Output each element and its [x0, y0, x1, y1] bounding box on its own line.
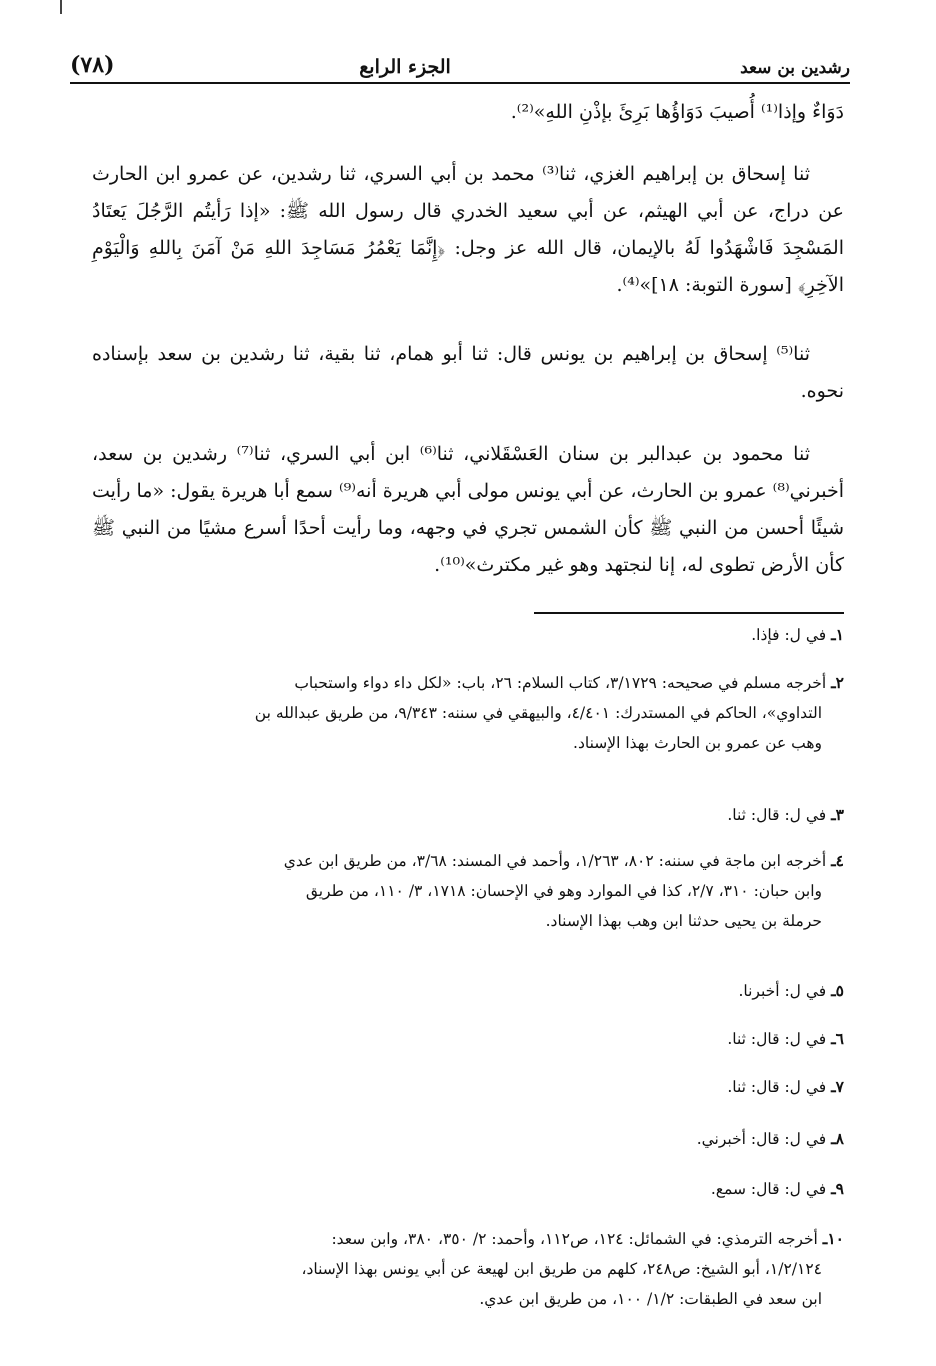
page-number: (٧٨) — [70, 52, 115, 78]
footnote: ٩ـ في ل: قال: سمع. — [710, 1179, 844, 1198]
footnote: ٤ـ أخرجه ابن ماجة في سننه: ٨٠٢، ١/٢٦٣، وأحمد في المسند: ٣/٦٨، من طريق ابن عدي وابن حبان: ٣١٠، ٢/٧، كذا في الموارد وهو في الإحسان: ١٧١٨، ٣/ ١١٠، من طريق حرملة بن يحيى حدثنا ابن وهب بهذا الإسناد. — [283, 851, 844, 930]
running-title: رشدين بن سعد — [740, 58, 850, 78]
header-rule — [70, 82, 850, 84]
footnote: ٨ـ في ل: قال: أخبرني. — [696, 1129, 844, 1148]
body-paragraph: ثنا إسحاق بن إبراهيم الغزي، ثنا⁽³⁾ محمد بن أبي السري، ثنا رشدين، عن عمرو ابن الحارث عن دراج، عن أبي الهيثم، عن أبي سعيد الخدري قال رسول الله ﷺ: «إذا رَأيتُم الرَّجُلَ يَعتَادُ المَسْجِدَ فَاشْهَدُوا لَهُ بالإيمان، قال الله عز وجل: ﴿إِنَّمَا يَعْمُرُ مَسَاجِدَ اللهِ مَنْ آمَنَ بِاللهِ وَالْيَوْمِ الآخِرِ﴾ [سورة التوبة: ١٨]»⁽⁴⁾. — [92, 163, 844, 296]
book-part: الجزء الرابع — [359, 56, 451, 78]
footnote: ١ـ في ل: فإذا. — [751, 625, 844, 644]
footnote: ٥ـ في ل: أخبرنا. — [738, 981, 844, 1000]
body-paragraph: ثنا محمود بن عبدالبر بن سنان العَسْقَلاني، ثنا⁽⁶⁾ ابن أبي السري، ثنا⁽⁷⁾ رشدين بن سعد، أخبرني⁽⁸⁾ عمرو بن الحارث، عن أبي يونس مولى أبي هريرة أنه⁽⁹⁾ سمع أبا هريرة يقول: «ما رأيت شيئًا أحسن من النبي ﷺ كأن الشمس تجري في وجهه، وما رأيت أحدًا أسرع مشيًا من النبي ﷺ كأن الأرض تطوى له، إنا لنجتهد وهو غير مكترث»⁽¹⁰⁾. — [92, 443, 844, 576]
footnote-separator — [534, 612, 844, 614]
margin-mark — [60, 0, 62, 14]
footnote: ٧ـ في ل: قال: ثنا. — [727, 1077, 844, 1096]
page-header — [70, 38, 850, 78]
body-paragraph: دَوَاءٌ وإذا⁽¹⁾ أُصيبَ دَوَاؤُها بَرِئَ بإذْنِ اللهِ»⁽²⁾. — [510, 101, 844, 123]
body-paragraph: ثنا⁽⁵⁾ إسحاق بن إبراهيم بن يونس قال: ثنا أبو همام، ثنا بقية، ثنا رشدين بن سعد بإسناده نحوه. — [92, 343, 844, 402]
footnote: ٣ـ في ل: قال: ثنا. — [727, 805, 844, 824]
footnote: ٢ـ أخرجه مسلم في صحيحه: ٣/١٧٢٩، كتاب السلام: ٢٦، باب: «لكل داء دواء واستحباب التداوي»، الحاكم في المستدرك: ٤/٤٠١، والبيهقي في سننه: ٩/٣٤٣، من طريق عبدالله بن وهب عن عمرو بن الحارث بهذا الإسناد. — [254, 673, 844, 752]
footnote: ١٠ـ أخرجه الترمذي: في الشمائل: ١٢٤، ص١١٢، وأحمد: ٢/ ٣٥٠، ٣٨٠، وابن سعد: ١/٢/١٢٤، أبو الشيخ: ص٢٤٨، كلهم من طريق ابن لهيعة عن أبي يونس بهذا الإسناد، ابن سعد في الطبقات: ١/٢/ ١٠٠، من طريق ابن عدي. — [301, 1229, 844, 1308]
footnote: ٦ـ في ل: قال: ثنا. — [727, 1029, 844, 1048]
